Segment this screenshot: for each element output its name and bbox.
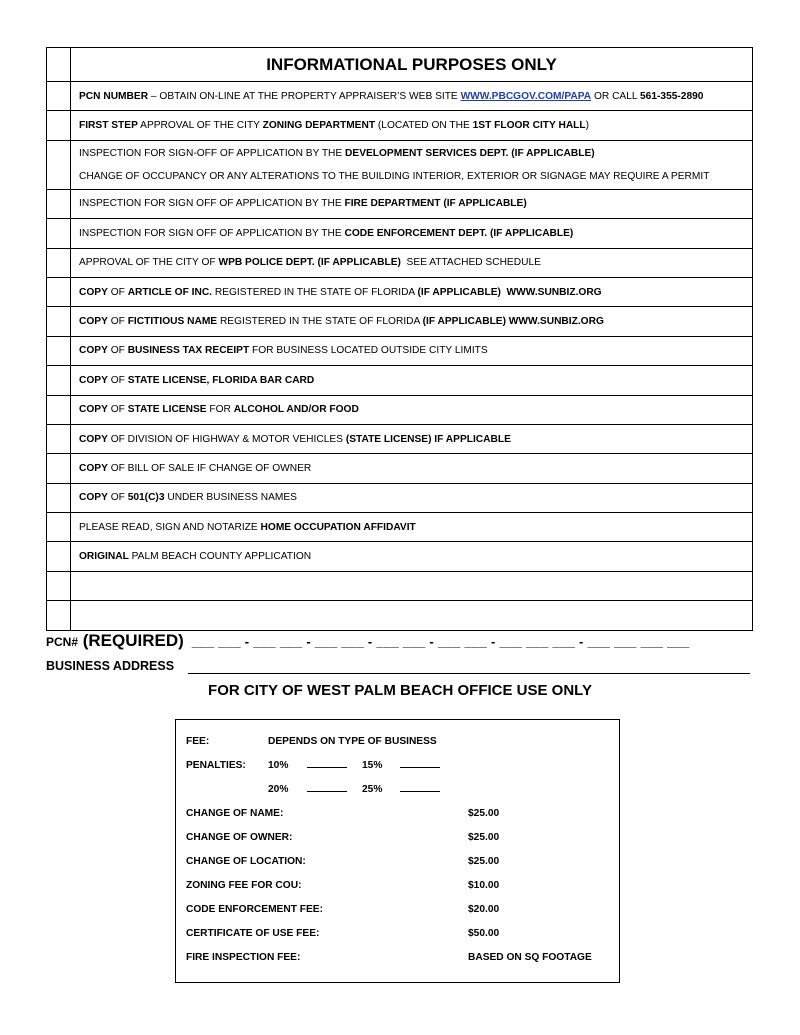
fee-value: DEPENDS ON TYPE OF BUSINESS: [268, 736, 437, 747]
fire-text: INSPECTION FOR SIGN OFF OF APPLICATION BY THE: [79, 198, 345, 210]
checkbox-cell[interactable]: [47, 48, 71, 82]
checkbox-cell[interactable]: [47, 307, 71, 336]
penalty-20-label: 20%: [268, 784, 289, 795]
penalty-10-blank[interactable]: [307, 767, 347, 768]
article-registered: REGISTERED IN THE STATE OF FLORIDA: [212, 286, 418, 298]
code-text: INSPECTION FOR SIGN OFF OF APPLICATION BY THE: [79, 227, 345, 239]
penalty-10: [268, 760, 347, 771]
fire-dept: FIRE DEPARTMENT (IF APPLICABLE): [344, 198, 527, 210]
checkbox-cell[interactable]: [47, 424, 71, 453]
first-step-close: ): [585, 120, 590, 132]
checkbox-cell[interactable]: [47, 336, 71, 365]
copy-label: COPY: [79, 345, 108, 357]
first-step-text: APPROVAL OF THE CITY: [137, 120, 263, 132]
fictitious-sunbiz: (IF APPLICABLE) WWW.SUNBIZ.ORG: [422, 316, 604, 328]
of-text: OF: [107, 316, 128, 328]
checklist-item-first-step: [71, 111, 753, 140]
fictitious-registered: REGISTERED IN THE STATE OF FLORIDA: [217, 316, 423, 328]
of-text: OF: [107, 286, 128, 298]
fee-item-label: CHANGE OF NAME:: [186, 808, 284, 819]
city-hall-floor: 1ST FLOOR CITY HALL: [472, 120, 586, 132]
fee-item-value: $25.00: [468, 808, 500, 819]
police-dept: WPB POLICE DEPT. (IF APPLICABLE): [218, 257, 401, 269]
fee-item-value: $20.00: [468, 904, 500, 915]
checklist-item-bar: [71, 366, 753, 395]
highway-text: OF DIVISION OF HIGHWAY & MOTOR VEHICLES: [107, 433, 346, 445]
checkbox-cell[interactable]: [47, 189, 71, 218]
checklist-item-501c3: [71, 483, 753, 512]
dev-services-text: INSPECTION FOR SIGN-OFF OF APPLICATION BY THE: [79, 147, 346, 159]
fee-item-label: CHANGE OF OWNER:: [186, 832, 293, 843]
business-address-label: BUSINESS ADDRESS: [46, 659, 175, 673]
checklist-item-tax: [71, 336, 753, 365]
copy-label: COPY: [79, 492, 108, 504]
checkbox-cell[interactable]: [47, 248, 71, 277]
police-text: APPROVAL OF THE CITY OF: [79, 257, 219, 269]
checklist-title: INFORMATIONAL PURPOSES ONLY: [71, 48, 753, 82]
checklist-item-article: [71, 277, 753, 306]
of-text: OF: [107, 374, 128, 386]
penalty-15: [362, 760, 440, 771]
fee-schedule-box: [175, 719, 620, 983]
fee-item-value: $10.00: [468, 880, 500, 891]
penalty-20: [268, 784, 347, 795]
original-label: ORIGINAL: [79, 551, 129, 563]
penalty-15-label: 15%: [362, 760, 383, 771]
tax-receipt: BUSINESS TAX RECEIPT: [127, 345, 250, 357]
fee-item-value: $50.00: [468, 928, 500, 939]
checklist-item-sale: [71, 454, 753, 483]
sale-text: OF BILL OF SALE IF CHANGE OF OWNER: [107, 462, 312, 474]
penalty-20-blank[interactable]: [307, 791, 347, 792]
for-text: FOR: [206, 404, 234, 416]
zoning-dept: ZONING DEPARTMENT: [262, 120, 376, 132]
c501-text: UNDER BUSINESS NAMES: [164, 492, 297, 504]
checklist-empty-row[interactable]: [71, 571, 753, 600]
pcn-label: PCN NUMBER: [79, 90, 149, 102]
fee-item-label: ZONING FEE FOR COU:: [186, 880, 302, 891]
office-use-title: FOR CITY OF WEST PALM BEACH OFFICE USE ONLY: [208, 682, 592, 699]
penalty-25-label: 25%: [362, 784, 383, 795]
checkbox-cell[interactable]: [47, 542, 71, 571]
checklist-item-pcn: [71, 82, 753, 111]
checklist-item-police: [71, 248, 753, 277]
copy-label: COPY: [79, 286, 108, 298]
checklist-item-home: [71, 513, 753, 542]
home-text: PLEASE READ, SIGN AND NOTARIZE: [79, 521, 261, 533]
first-step-located: (LOCATED ON THE: [375, 120, 473, 132]
alcohol-food: ALCOHOL AND/OR FOOD: [233, 404, 359, 416]
fee-item-label: FIRE INSPECTION FEE:: [186, 952, 301, 963]
fee-item-value: BASED ON SQ FOOTAGE: [468, 952, 592, 963]
checklist-item-fictitious: [71, 307, 753, 336]
copy-label: COPY: [79, 462, 108, 474]
fee-item-label: CODE ENFORCEMENT FEE:: [186, 904, 323, 915]
original-text: PALM BEACH COUNTY APPLICATION: [128, 551, 312, 563]
papa-link[interactable]: WWW.PBCGOV.COM/PAPA: [460, 90, 592, 102]
checklist-item-alcohol: [71, 395, 753, 424]
bar-card: STATE LICENSE, FLORIDA BAR CARD: [127, 374, 315, 386]
penalty-10-label: 10%: [268, 760, 289, 771]
checkbox-cell[interactable]: [47, 82, 71, 111]
pcn-phone: 561-355-2890: [640, 90, 704, 102]
copy-label: COPY: [79, 374, 108, 386]
business-address-field[interactable]: [188, 673, 750, 674]
copy-label: COPY: [79, 404, 108, 416]
checkbox-cell[interactable]: [47, 513, 71, 542]
penalty-25: [362, 784, 440, 795]
fee-item-value: $25.00: [468, 832, 500, 843]
occupancy-note: CHANGE OF OCCUPANCY OR ANY ALTERATIONS TO THE BUILDING INTERIOR, EXTERIOR OR SIGNAGE MAY REQUIRE A PERMIT: [79, 170, 710, 182]
fee-item-label: CERTIFICATE OF USE FEE:: [186, 928, 320, 939]
pcn-text: – OBTAIN ON-LINE AT THE PROPERTY APPRAISER’S WEB SITE: [148, 90, 461, 102]
of-text: OF: [107, 492, 128, 504]
state-license: STATE LICENSE: [127, 404, 207, 416]
checkbox-cell[interactable]: [47, 454, 71, 483]
home-affidavit: HOME OCCUPATION AFFIDAVIT: [260, 521, 416, 533]
checkbox-cell[interactable]: [47, 571, 71, 600]
checklist-item-highway: [71, 424, 753, 453]
pcn-or: OR CALL: [591, 90, 641, 102]
copy-label: COPY: [79, 316, 108, 328]
penalty-25-blank[interactable]: [400, 791, 440, 792]
fee-item-value: $25.00: [468, 856, 500, 867]
checkbox-cell[interactable]: [47, 601, 71, 630]
checkbox-cell[interactable]: [47, 483, 71, 512]
c501-label: 501(C)3: [127, 492, 165, 504]
police-schedule: SEE ATTACHED SCHEDULE: [400, 257, 541, 269]
checkbox-cell[interactable]: [47, 140, 71, 189]
checkbox-cell[interactable]: [47, 366, 71, 395]
pcn-required-line: [46, 631, 690, 651]
first-step-label: FIRST STEP: [79, 120, 138, 132]
penalty-15-blank[interactable]: [400, 767, 440, 768]
penalties-label: PENALTIES:: [186, 760, 246, 771]
checkbox-cell[interactable]: [47, 219, 71, 248]
checklist-item-dev-services: [71, 140, 753, 189]
fee-label: FEE:: [186, 736, 210, 747]
checkbox-cell[interactable]: [47, 111, 71, 140]
highway-license: (STATE LICENSE) IF APPLICABLE: [345, 433, 511, 445]
tax-text: FOR BUSINESS LOCATED OUTSIDE CITY LIMITS: [249, 345, 488, 357]
fee-item-label: CHANGE OF LOCATION:: [186, 856, 306, 867]
requirements-checklist: [46, 47, 753, 631]
article-inc: ARTICLE OF INC.: [127, 286, 213, 298]
checklist-item-fire: [71, 189, 753, 218]
dev-services-dept: DEVELOPMENT SERVICES DEPT. (IF APPLICABLE): [345, 147, 595, 159]
pcn-blanks-field[interactable]: ___ ___ - ___ ___ - ___ ___ - ___ ___ - ___ ___ - ___ ___ ___ - ___ ___ ___ ___: [191, 634, 690, 649]
of-text: OF: [107, 345, 128, 357]
fictitious-name: FICTITIOUS NAME: [127, 316, 218, 328]
checkbox-cell[interactable]: [47, 277, 71, 306]
pcn-required: (REQUIRED): [78, 631, 184, 650]
checklist-empty-row[interactable]: [71, 601, 753, 630]
checkbox-cell[interactable]: [47, 395, 71, 424]
checklist-item-code: [71, 219, 753, 248]
article-sunbiz: (IF APPLICABLE) WWW.SUNBIZ.ORG: [417, 286, 602, 298]
of-text: OF: [107, 404, 128, 416]
checklist-item-original: [71, 542, 753, 571]
code-dept: CODE ENFORCEMENT DEPT. (IF APPLICABLE): [344, 227, 574, 239]
pcn-label: PCN#: [46, 635, 79, 649]
copy-label: COPY: [79, 433, 108, 445]
